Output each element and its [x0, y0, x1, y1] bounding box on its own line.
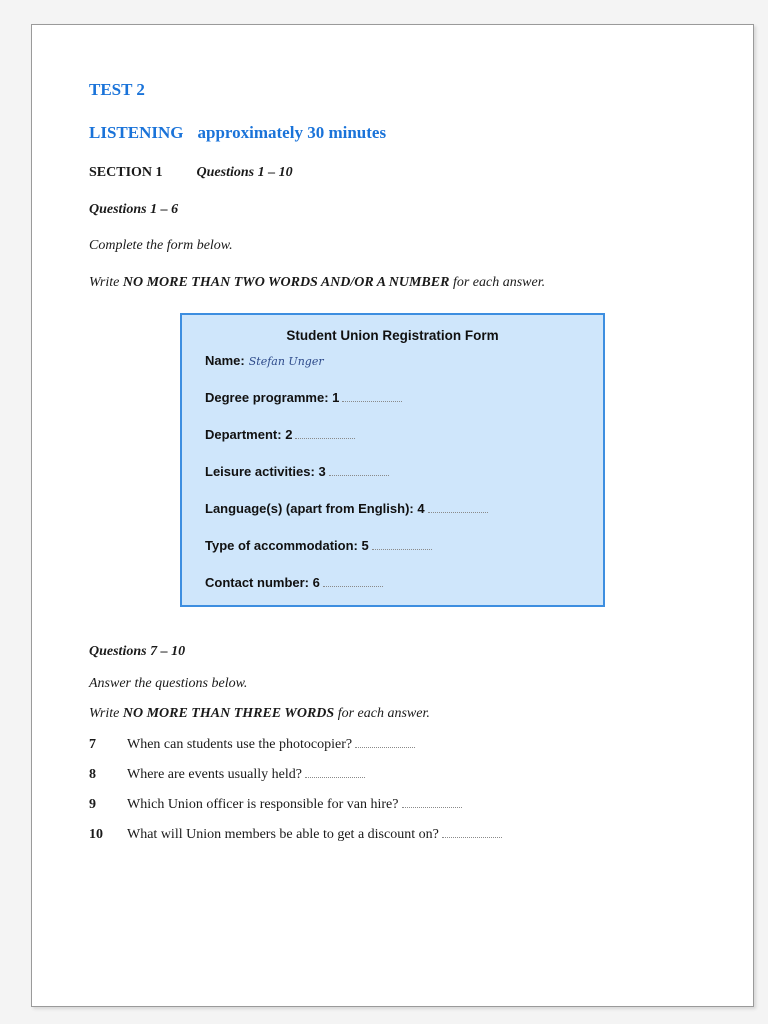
- question-row: [89, 797, 462, 813]
- instruction-word-limit-1: [89, 275, 545, 291]
- form-label: Department:: [205, 427, 282, 442]
- form-row-name: [205, 353, 324, 368]
- question-text: What will Union members be able to get a discount on?: [127, 827, 439, 842]
- questions-1-6-heading: Questions 1 – 6: [89, 202, 179, 217]
- form-label: Leisure activities:: [205, 464, 315, 479]
- question-number: 6: [312, 575, 320, 590]
- question-number: 1: [332, 390, 340, 405]
- section-questions: Questions 1 – 10: [196, 165, 293, 180]
- form-row-degree: [205, 390, 402, 405]
- form-row-accommodation: [205, 538, 432, 553]
- question-text: Where are events usually held?: [127, 767, 302, 782]
- answer-blank[interactable]: [295, 437, 355, 439]
- questions-7-10-heading: Questions 7 – 10: [89, 644, 186, 659]
- question-row: [89, 767, 365, 783]
- question-number: 9: [89, 797, 96, 812]
- question-number: 4: [417, 501, 425, 516]
- document-page: [31, 24, 754, 1007]
- form-label: Type of accommodation:: [205, 538, 358, 553]
- form-label: Name:: [205, 353, 245, 368]
- instruction-answer-questions: Answer the questions below.: [89, 676, 248, 691]
- listening-heading: [89, 123, 386, 143]
- form-title: Student Union Registration Form: [286, 328, 499, 343]
- form-row-department: [205, 427, 355, 442]
- answer-blank[interactable]: [372, 548, 432, 550]
- question-text: Which Union officer is responsible for van hire?: [127, 797, 399, 812]
- registration-form: [180, 313, 605, 607]
- instruction-text: for each answer.: [449, 275, 546, 290]
- form-row-contact: [205, 575, 383, 590]
- question-number: 3: [318, 464, 326, 479]
- listening-label: LISTENING: [89, 123, 184, 142]
- answer-blank[interactable]: [305, 776, 365, 778]
- question-text: When can students use the photocopier?: [127, 737, 353, 752]
- answer-blank[interactable]: [442, 836, 502, 838]
- question-number: 2: [285, 427, 293, 442]
- question-number: 10: [89, 827, 103, 842]
- section-heading: [89, 165, 293, 181]
- instruction-text: Write: [89, 706, 123, 721]
- test-title: TEST 2: [89, 80, 145, 99]
- instruction-emphasis: NO MORE THAN THREE WORDS: [122, 706, 335, 721]
- listening-duration: approximately 30 minutes: [197, 123, 387, 142]
- section-label: SECTION 1: [89, 165, 163, 180]
- question-row: [89, 827, 502, 843]
- form-label: Contact number:: [205, 575, 309, 590]
- form-row-leisure: [205, 464, 389, 479]
- question-row: [89, 737, 415, 753]
- question-number: 8: [89, 767, 96, 782]
- instruction-emphasis: NO MORE THAN TWO WORDS AND/OR A NUMBER: [122, 275, 450, 290]
- handwritten-name: Stefan Unger: [248, 355, 324, 368]
- question-number: 7: [89, 737, 96, 752]
- instruction-text: Write: [89, 275, 123, 290]
- answer-blank[interactable]: [428, 511, 488, 513]
- answer-blank[interactable]: [402, 806, 462, 808]
- answer-blank[interactable]: [342, 400, 402, 402]
- form-row-languages: [205, 501, 488, 516]
- answer-blank[interactable]: [329, 474, 389, 476]
- form-label: Degree programme:: [205, 390, 329, 405]
- instruction-word-limit-2: [89, 706, 430, 722]
- question-number: 5: [361, 538, 369, 553]
- answer-blank[interactable]: [355, 746, 415, 748]
- instruction-text: for each answer.: [334, 706, 430, 721]
- instruction-complete-form: Complete the form below.: [89, 238, 233, 253]
- answer-blank[interactable]: [323, 585, 383, 587]
- form-label: Language(s) (apart from English):: [205, 501, 414, 516]
